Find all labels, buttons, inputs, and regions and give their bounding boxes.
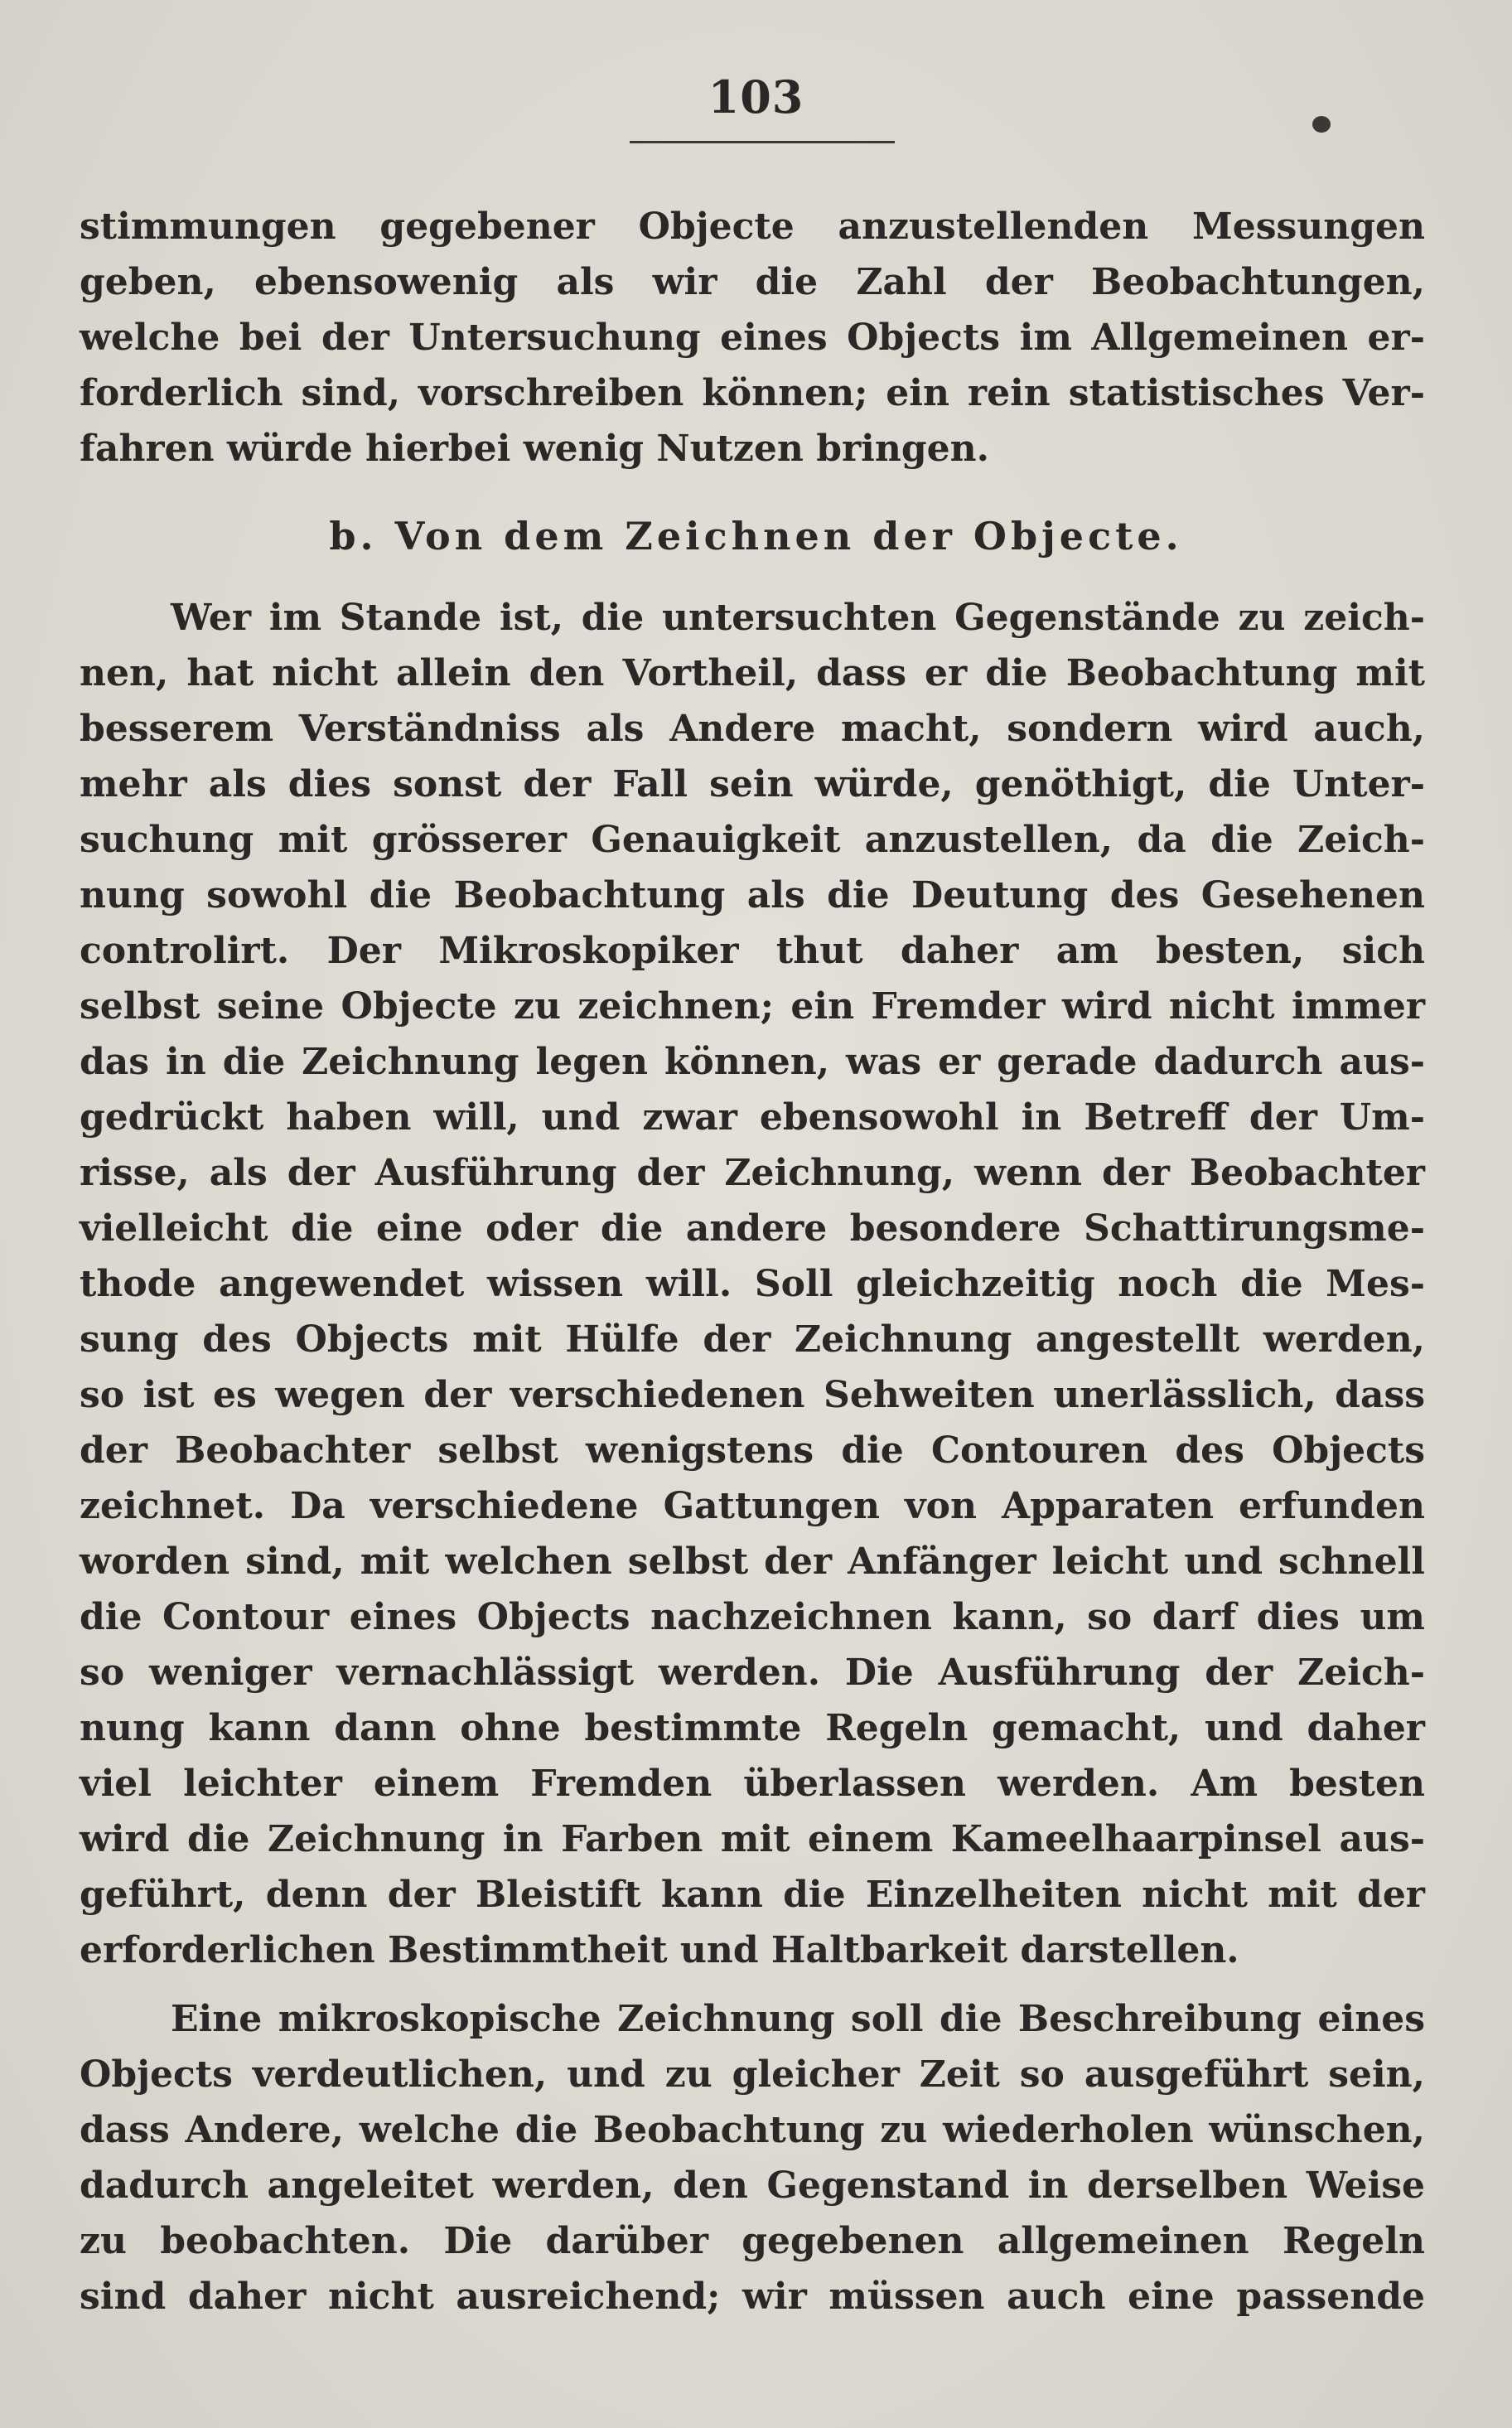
text-line: stimmungen gegebener Objecte anzustellenden Messungen xyxy=(80,206,1425,248)
text-line: vielleicht die eine oder die andere besondere Schattirungsme- xyxy=(80,1207,1425,1250)
text-line: gedrückt haben will, und zwar ebensowohl in Betreff der Um- xyxy=(80,1096,1425,1139)
text-line: erforderlichen Bestimmtheit und Haltbarkeit darstellen. xyxy=(80,1929,1239,1971)
text-line: zeichnet. Da verschiedene Gattungen von Apparaten erfunden xyxy=(80,1485,1425,1527)
text-line: Wer im Stande ist, die untersuchten Gegenstände zu zeich- xyxy=(171,597,1425,639)
text-line: mehr als dies sonst der Fall sein würde, genöthigt, die Unter- xyxy=(80,763,1425,805)
text-line: Eine mikroskopische Zeichnung soll die Beschreibung eines xyxy=(171,1998,1425,2040)
paragraph-continued xyxy=(80,199,1425,476)
text-line: dadurch angeleitet werden, den Gegenstand in derselben Weise xyxy=(80,2164,1425,2207)
text-line: besserem Verständniss als Andere macht, sondern wird auch, xyxy=(80,708,1425,750)
text-line: der Beobachter selbst wenigstens die Contouren des Objects xyxy=(80,1429,1425,1472)
text-line: selbst seine Objecte zu zeichnen; ein Fremder wird nicht immer xyxy=(80,985,1425,1028)
text-line: wird die Zeichnung in Farben mit einem Kameelhaarpinsel aus- xyxy=(80,1818,1425,1860)
ink-speck xyxy=(1312,116,1331,133)
text-line: controlirt. Der Mikroskopiker thut daher am besten, sich xyxy=(80,930,1425,972)
text-line: zu beobachten. Die darüber gegebenen allgemeinen Regeln xyxy=(80,2220,1425,2262)
text-line: dass Andere, welche die Beobachtung zu wiederholen wünschen, xyxy=(80,2109,1425,2151)
text-line: welche bei der Untersuchung eines Objects im Allgemeinen er- xyxy=(80,317,1425,359)
paragraph-drawing xyxy=(80,590,1425,1978)
paragraph-drawing-rules xyxy=(80,1991,1425,2324)
text-line: das in die Zeichnung legen können, was er gerade dadurch aus- xyxy=(80,1041,1425,1083)
text-line: Objects verdeutlichen, und zu gleicher Zeit so ausgeführt sein, xyxy=(80,2053,1425,2096)
header-rule xyxy=(630,141,895,143)
text-line: forderlich sind, vorschreiben können; ein rein statistisches Ver- xyxy=(80,372,1425,414)
page-number: 103 xyxy=(708,70,804,123)
text-line: die Contour eines Objects nachzeichnen kann, so darf dies um xyxy=(80,1596,1425,1638)
text-line: nen, hat nicht allein den Vortheil, dass er die Beobachtung mit xyxy=(80,652,1425,694)
text-line: so ist es wegen der verschiedenen Sehweiten unerlässlich, dass xyxy=(80,1374,1425,1416)
text-line: fahren würde hierbei wenig Nutzen bringen. xyxy=(80,428,989,470)
text-line: viel leichter einem Fremden überlassen werden. Am besten xyxy=(80,1763,1425,1805)
text-line: thode angewendet wissen will. Soll gleichzeitig noch die Mes- xyxy=(80,1263,1425,1305)
section-heading: b. Von dem Zeichnen der Objecte. xyxy=(329,514,1183,559)
text-line: so weniger vernachlässigt werden. Die Ausführung der Zeich- xyxy=(80,1652,1425,1694)
text-line: suchung mit grösserer Genauigkeit anzustellen, da die Zeich- xyxy=(80,819,1425,861)
text-line: risse, als der Ausführung der Zeichnung, wenn der Beobachter xyxy=(80,1152,1425,1194)
text-line: worden sind, mit welchen selbst der Anfänger leicht und schnell xyxy=(80,1540,1425,1583)
text-line: sung des Objects mit Hülfe der Zeichnung angestellt werden, xyxy=(80,1318,1425,1361)
text-line: sind daher nicht ausreichend; wir müssen auch eine passende xyxy=(80,2276,1425,2318)
text-line: geführt, denn der Bleistift kann die Einzelheiten nicht mit der xyxy=(80,1874,1425,1916)
text-line: geben, ebensowenig als wir die Zahl der Beobachtungen, xyxy=(80,261,1425,303)
text-line: nung sowohl die Beobachtung als die Deutung des Gesehenen xyxy=(80,874,1425,917)
text-line: nung kann dann ohne bestimmte Regeln gemacht, und daher xyxy=(80,1707,1425,1749)
